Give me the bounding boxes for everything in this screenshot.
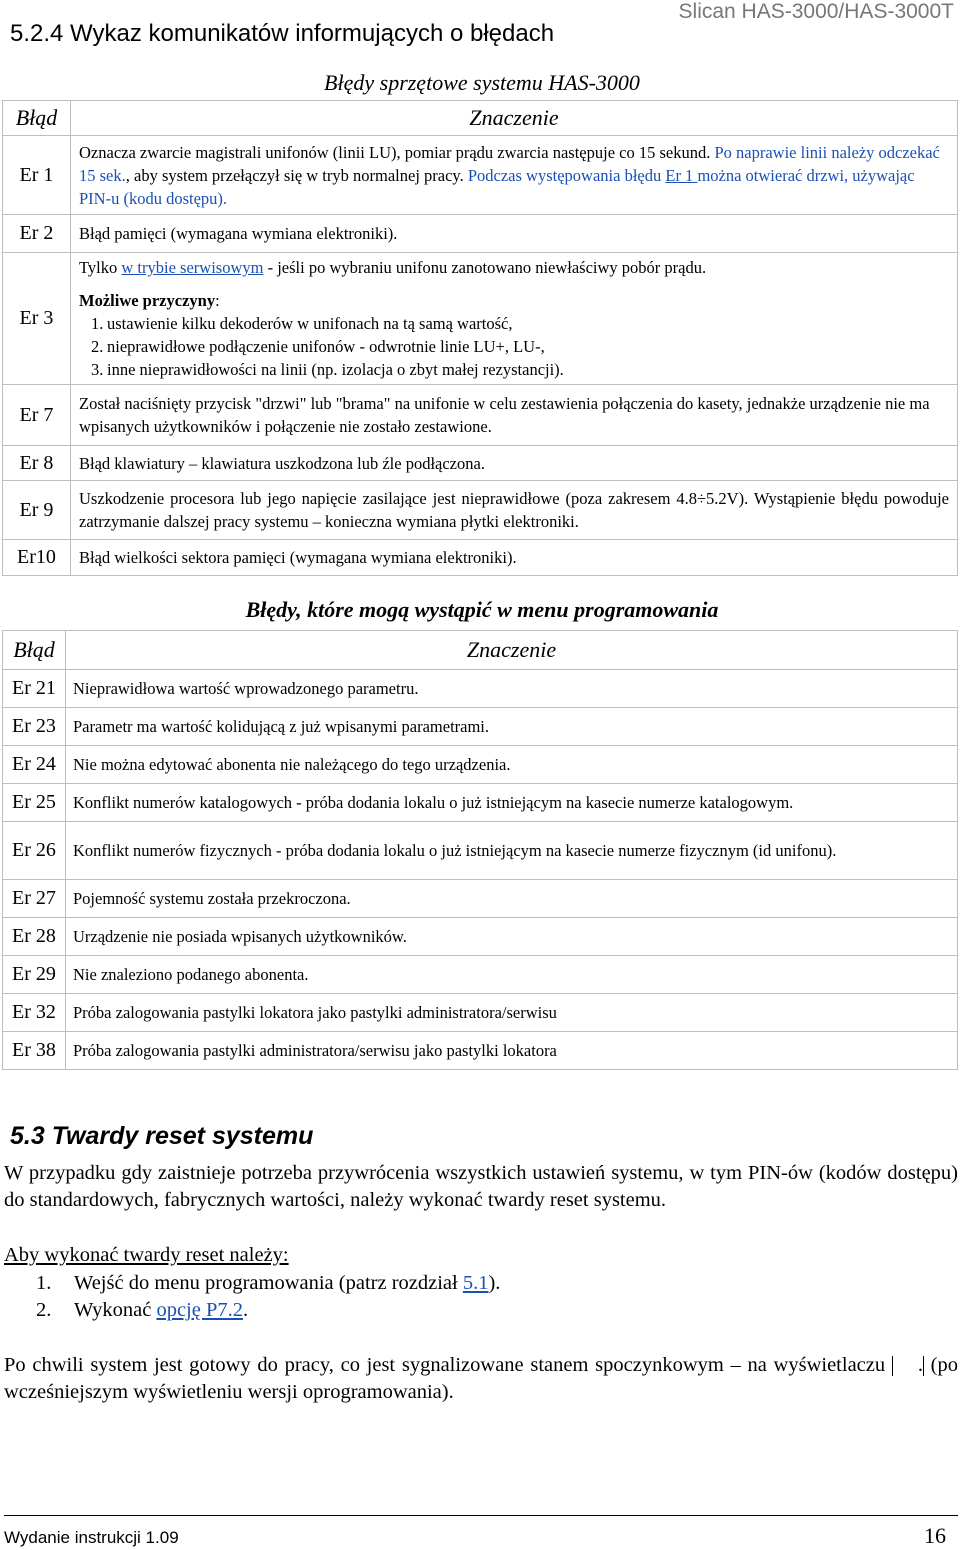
error-code: Er 21 xyxy=(3,670,66,708)
list-text: ustawienie kilku dekoderów w unifonach na tą samą wartość, xyxy=(107,314,513,333)
list-number: 1. xyxy=(36,1272,52,1294)
list-number: 2. xyxy=(91,337,104,356)
programming-errors-table xyxy=(2,630,958,1070)
error-code: Er 25 xyxy=(3,784,66,822)
text-segment: Oznacza zwarcie magistrali unifonów (linii LU), pomiar prądu zwarcia następuje co 15 sekund. xyxy=(79,142,715,162)
table-row xyxy=(3,880,958,918)
steps-intro-text: Aby wykonać twardy reset należy: xyxy=(4,1244,289,1266)
table-row xyxy=(3,746,958,784)
paragraph: W przypadku gdy zaistnieje potrzeba przywrócenia wszystkich ustawień systemu, w tym PIN-ów (kodów dostępu) do standardowych, fabrycznych wartości, należy wykonać twardy reset systemu. xyxy=(4,1162,958,1211)
error-code: Er 1 xyxy=(3,136,71,215)
text-segment: ). xyxy=(488,1272,501,1294)
error-desc: Próba zalogowania pastylki lokatora jako pastylki administratora/serwisu xyxy=(66,994,958,1032)
table-row xyxy=(3,540,958,576)
table-row xyxy=(3,1032,958,1070)
error-code: Er 38 xyxy=(3,1032,66,1070)
causes-label: Możliwe przyczyny xyxy=(79,291,216,310)
error-code: Er 27 xyxy=(3,880,66,918)
list-number: 2. xyxy=(36,1299,52,1321)
text-segment: można otwierać drzwi, używając PIN-u (kodu dostępu). xyxy=(79,165,915,208)
error-code: Er 26 xyxy=(3,822,66,880)
error-desc: Błąd klawiatury – klawiatura uszkodzona lub źle podłączona. xyxy=(71,446,958,481)
table-row xyxy=(3,446,958,481)
text-segment: Po chwili system jest gotowy do pracy, co jest sygnalizowane stanem spoczynkowym – na wyświetlaczu xyxy=(4,1354,892,1376)
error-code: Er 23 xyxy=(3,708,66,746)
list-item xyxy=(36,1270,500,1297)
table-row xyxy=(3,136,958,215)
error-code: Er 28 xyxy=(3,918,66,956)
error-desc xyxy=(71,136,958,215)
error-code: Er 8 xyxy=(3,446,71,481)
edition-label: Wydanie instrukcji 1.09 xyxy=(4,1528,179,1547)
chapter-link[interactable]: 5.1 xyxy=(462,1272,489,1294)
section-heading: 5.3 Twardy reset systemu xyxy=(10,1122,314,1150)
section-title: 5.2.4 Wykaz komunikatów informujących o błędach xyxy=(10,20,555,47)
list-item xyxy=(79,335,949,358)
list-number: 3. xyxy=(91,360,104,379)
error-desc: Nieprawidłowa wartość wprowadzonego parametru. xyxy=(66,670,958,708)
table-row xyxy=(3,708,958,746)
paragraph xyxy=(4,1352,958,1406)
list-text: nieprawidłowe podłączenie unifonów - odwrotnie linie LU+, LU-, xyxy=(107,337,545,356)
page-number: 16 xyxy=(924,1523,946,1548)
error-desc: Uszkodzenie procesora lub jego napięcie zasilające jest nieprawidłowe (poza zakresem 4.8÷5.2V). Wystąpienie błędu powoduje zatrzymanie dalszej pracy systemu – konieczna wymiana płytki elektroniki. xyxy=(71,481,958,540)
list-text: inne nieprawidłowości na linii (np. izolacja o zbyt małej rezystancji). xyxy=(107,360,564,379)
table2-caption: Błędy, które mogą wystąpić w menu programowania xyxy=(245,597,719,622)
text-segment: , aby system przełączył się w tryb normalnej pracy. xyxy=(125,165,468,185)
error-code: Er 29 xyxy=(3,956,66,994)
service-mode-link[interactable]: w trybie serwisowym xyxy=(121,258,264,277)
table-row xyxy=(3,918,958,956)
table-row xyxy=(3,822,958,880)
table-row xyxy=(3,215,958,253)
steps-list xyxy=(36,1270,500,1324)
list-item xyxy=(79,358,949,381)
error-code: Er 2 xyxy=(3,215,71,253)
table-row xyxy=(3,253,958,385)
table1-caption: Błędy sprzętowe systemu HAS-3000 xyxy=(324,70,640,95)
text-segment: Po naprawie linii należy odczekać 15 sek. xyxy=(79,142,940,185)
error-code: Er 32 xyxy=(3,994,66,1032)
error-desc: Urządzenie nie posiada wpisanych użytkowników. xyxy=(66,918,958,956)
causes-colon: : xyxy=(215,291,220,310)
text-segment: . xyxy=(917,1354,923,1376)
table-header-row xyxy=(3,631,958,670)
error-desc: Pojemność systemu została przekroczona. xyxy=(66,880,958,918)
error-desc: Błąd wielkości sektora pamięci (wymagana wymiana elektroniki). xyxy=(71,540,958,576)
hardware-errors-table xyxy=(2,100,958,576)
text-segment: . xyxy=(243,1299,249,1321)
error-code: Er 24 xyxy=(3,746,66,784)
footer-divider xyxy=(4,1515,958,1516)
product-name: Slican HAS-3000/HAS-3000T xyxy=(678,0,954,23)
table-row xyxy=(3,670,958,708)
error-desc: Błąd pamięci (wymagana wymiana elektroniki). xyxy=(71,215,958,253)
text-segment: Wejść do menu programowania (patrz rozdział xyxy=(74,1272,463,1294)
table-row xyxy=(3,956,958,994)
error-desc xyxy=(71,253,958,385)
causes-list xyxy=(79,312,949,381)
error-code: Er 7 xyxy=(3,385,71,446)
text-segment: (po wcześniejszym wyświetleniu wersji oprogramowania). xyxy=(4,1354,959,1403)
text-segment: Wykonać xyxy=(74,1299,157,1321)
table-row xyxy=(3,385,958,446)
error-desc: Parametr ma wartość kolidującą z już wpisanymi parametrami. xyxy=(66,708,958,746)
display-segment-icon xyxy=(892,1356,918,1376)
table-row xyxy=(3,994,958,1032)
col-header-code: Błąd xyxy=(3,631,66,670)
error-desc: Nie można edytować abonenta nie należącego do tego urządzenia. xyxy=(66,746,958,784)
error-code: Er 9 xyxy=(3,481,71,540)
error-desc: Próba zalogowania pastylki administratora/serwisu jako pastylki lokatora xyxy=(66,1032,958,1070)
error-code: Er10 xyxy=(3,540,71,576)
text-segment: Podczas występowania błędu xyxy=(467,165,666,185)
list-item xyxy=(36,1297,500,1324)
col-header-desc: Znaczenie xyxy=(71,101,958,136)
list-number: 1. xyxy=(91,314,104,333)
table-row xyxy=(3,481,958,540)
error-desc: Nie znaleziono podanego abonenta. xyxy=(66,956,958,994)
list-item xyxy=(79,312,949,335)
error-code: Er 3 xyxy=(3,253,71,385)
table-row xyxy=(3,784,958,822)
steps-intro xyxy=(4,1242,958,1269)
text-segment: Er 1 xyxy=(665,165,698,185)
text-segment: - jeśli po wybraniu unifonu zanotowano niewłaściwy pobór prądu. xyxy=(263,258,707,277)
error-desc: Konflikt numerów fizycznych - próba dodania lokalu o już istniejącym na kasecie numerze fizycznym (id unifonu). xyxy=(66,822,958,880)
error-desc: Został naciśnięty przycisk "drzwi" lub "brama" na unifonie w celu zestawienia połączenia do kasety, jednakże urządzenie nie ma wpisanych użytkowników i połączenie nie zostało zestawione. xyxy=(71,385,958,446)
col-header-desc: Znaczenie xyxy=(66,631,958,670)
col-header-code: Błąd xyxy=(3,101,71,136)
text-segment: Tylko xyxy=(79,258,122,277)
error-desc: Konflikt numerów katalogowych - próba dodania lokalu o już istniejącym na kasecie numerze katalogowym. xyxy=(66,784,958,822)
table-header-row xyxy=(3,101,958,136)
option-link[interactable]: opcję P7.2 xyxy=(156,1299,243,1321)
